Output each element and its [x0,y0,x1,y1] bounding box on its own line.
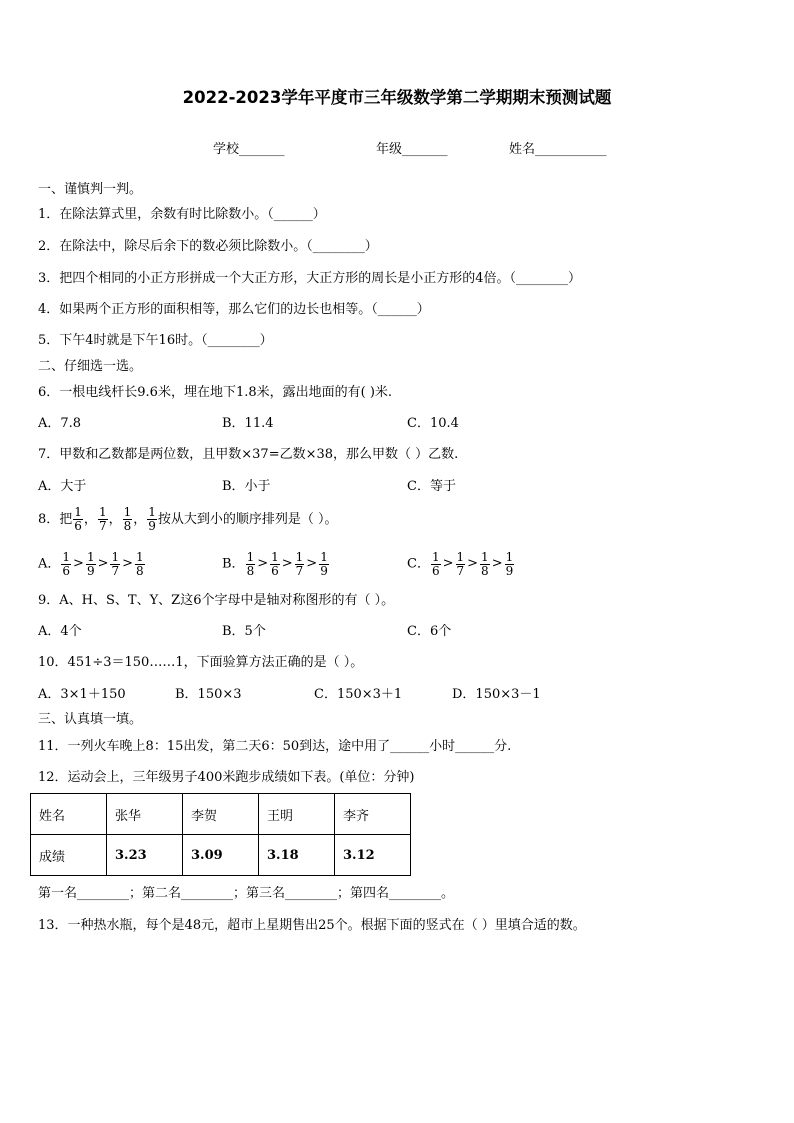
fraction-numerator: 1 [111,549,120,564]
greater-than: > [122,556,134,571]
fraction [319,551,329,578]
table-cell: 张华 [107,794,183,835]
question-6-option-b: B．11.4 [222,416,274,431]
question-13: 13．一种热水瓶，每个是48元，超市上星期售出25个。根据下面的竖式在（ ）里填合适的数。 [38,918,586,933]
greater-than: > [491,556,503,571]
section-1-heading: 一、谨慎判一判。 [38,182,143,197]
fraction-numerator: 1 [246,549,255,564]
fraction-numerator: 1 [271,549,279,564]
separator: ， [83,512,97,527]
option-label: A． [38,556,61,572]
name-field[interactable]: 姓名___________ [509,142,607,157]
question-8-option-a [38,546,146,582]
fraction [246,551,256,578]
fraction-denominator: 7 [456,563,465,578]
fraction-denominator: 9 [505,563,514,578]
question-6: 6．一根电线杆长9.6米，埋在地下1.8米，露出地面的有( )米. [38,385,393,400]
fraction-numerator: 1 [481,549,489,564]
question-7-option-b: B．小于 [222,479,271,494]
question-10-option-b: B．150×3 [175,687,242,702]
fraction-numerator: 1 [136,549,144,564]
fraction [123,506,133,533]
fraction-numerator: 1 [295,549,304,564]
question-8 [38,502,338,538]
table-cell: 3.09 [183,835,259,876]
fraction [61,551,71,578]
fraction-numerator: 1 [456,549,465,564]
fraction [270,551,280,578]
fraction [505,551,515,578]
question-2: 2．在除法中，除尽后余下的数必须比除数小。（________） [38,239,378,254]
fraction-denominator: 6 [431,563,440,578]
school-field[interactable]: 学校_______ [213,142,285,157]
greater-than: > [442,556,454,571]
greater-than: > [306,556,318,571]
table-row [31,794,411,835]
fraction-denominator: 8 [136,563,144,578]
section-3-heading: 三、认真填一填。 [38,712,143,727]
table-cell: 3.12 [335,835,411,876]
question-9-option-c: C．6个 [407,624,452,639]
separator: ， [133,512,147,527]
question-8-option-b [222,546,330,582]
score-table [30,793,411,876]
fraction [147,506,157,533]
fraction [98,506,108,533]
fraction-numerator: 1 [86,549,95,564]
fraction-numerator: 1 [74,505,82,519]
question-9-option-b: B．5个 [222,624,266,639]
question-12-ranking[interactable]: 第一名________；第二名________；第三名________；第四名________。 [38,886,455,901]
fraction-denominator: 7 [295,563,304,578]
greater-than: > [97,556,109,571]
exam-title: 2022-2023学年平度市三年级数学第二学期期末预测试题 [182,88,612,107]
separator: ， [108,512,122,527]
question-3: 3．把四个相同的小正方形拼成一个大正方形，大正方形的周长是小正方形的4倍。（________） [38,271,582,286]
table-row [31,835,411,876]
fraction-numerator: 1 [505,549,514,564]
fraction-denominator: 9 [320,563,328,578]
fraction-denominator: 7 [98,519,107,533]
greater-than: > [257,556,269,571]
fraction [456,551,466,578]
question-9-option-a: A．4个 [38,624,82,639]
question-10-option-d: D．150×3－1 [452,687,541,702]
question-5: 5．下午4时就是下午16时。（________） [38,333,273,348]
fraction-denominator: 8 [246,563,255,578]
question-8-suffix: 按从大到小的顺序排列是（ ）。 [157,512,338,527]
fraction-denominator: 8 [481,563,489,578]
table-cell: 成绩 [31,835,107,876]
question-6-option-c: C．10.4 [407,416,459,431]
question-7: 7．甲数和乙数都是两位数，且甲数×37=乙数×38，那么甲数（ ）乙数. [38,447,459,462]
option-label: B． [222,556,245,572]
fraction-numerator: 1 [431,549,440,564]
fraction [295,551,305,578]
greater-than: > [281,556,293,571]
fraction-numerator: 1 [123,505,132,519]
fraction-numerator: 1 [62,549,71,564]
fraction-numerator: 1 [98,505,107,519]
fraction [86,551,96,578]
question-1: 1．在除法算式里，余数有时比除数小。（______） [38,207,326,222]
table-cell: 3.18 [259,835,335,876]
fraction [135,551,145,578]
question-10-option-a: A．3×1＋150 [38,687,126,702]
question-7-option-a: A．大于 [38,479,87,494]
fraction-denominator: 6 [62,563,71,578]
question-10: 10．451÷3＝150……1，下面验算方法正确的是（ ）。 [38,655,364,670]
fraction-denominator: 8 [123,519,132,533]
question-9: 9．A、H、S、T、Y、Z这6个字母中是轴对称图形的有（ ）。 [38,593,395,608]
question-4: 4．如果两个正方形的面积相等，那么它们的边长也相等。（______） [38,302,430,317]
fraction-denominator: 7 [111,563,120,578]
question-6-option-a: A．7.8 [38,416,82,431]
fraction-denominator: 9 [148,519,156,533]
fraction-numerator: 1 [320,549,328,564]
question-7-option-c: C．等于 [407,479,456,494]
table-cell: 3.23 [107,835,183,876]
option-label: C． [407,556,430,572]
question-10-option-c: C．150×3＋1 [314,687,403,702]
fraction-denominator: 6 [74,519,82,533]
fraction [480,551,490,578]
fraction [73,506,83,533]
question-12: 12．运动会上，三年级男子400米跑步成绩如下表。(单位：分钟) [38,770,415,785]
fraction [110,551,120,578]
fraction [431,551,441,578]
table-cell: 李贺 [183,794,259,835]
greater-than: > [467,556,479,571]
fraction-denominator: 6 [271,563,279,578]
table-cell: 姓名 [31,794,107,835]
greater-than: > [73,556,84,571]
table-cell: 王明 [259,794,335,835]
table-cell: 李齐 [335,794,411,835]
fraction-denominator: 9 [86,563,95,578]
question-11: 11．一列火车晚上8：15出发，第二天6：50到达，途中用了______小时______分. [38,739,512,754]
fraction-numerator: 1 [148,505,156,519]
section-2-heading: 二、仔细选一选。 [38,359,143,374]
grade-field[interactable]: 年级_______ [376,142,448,157]
question-8-option-c [407,546,515,582]
question-8-prefix: 8．把 [38,512,73,527]
